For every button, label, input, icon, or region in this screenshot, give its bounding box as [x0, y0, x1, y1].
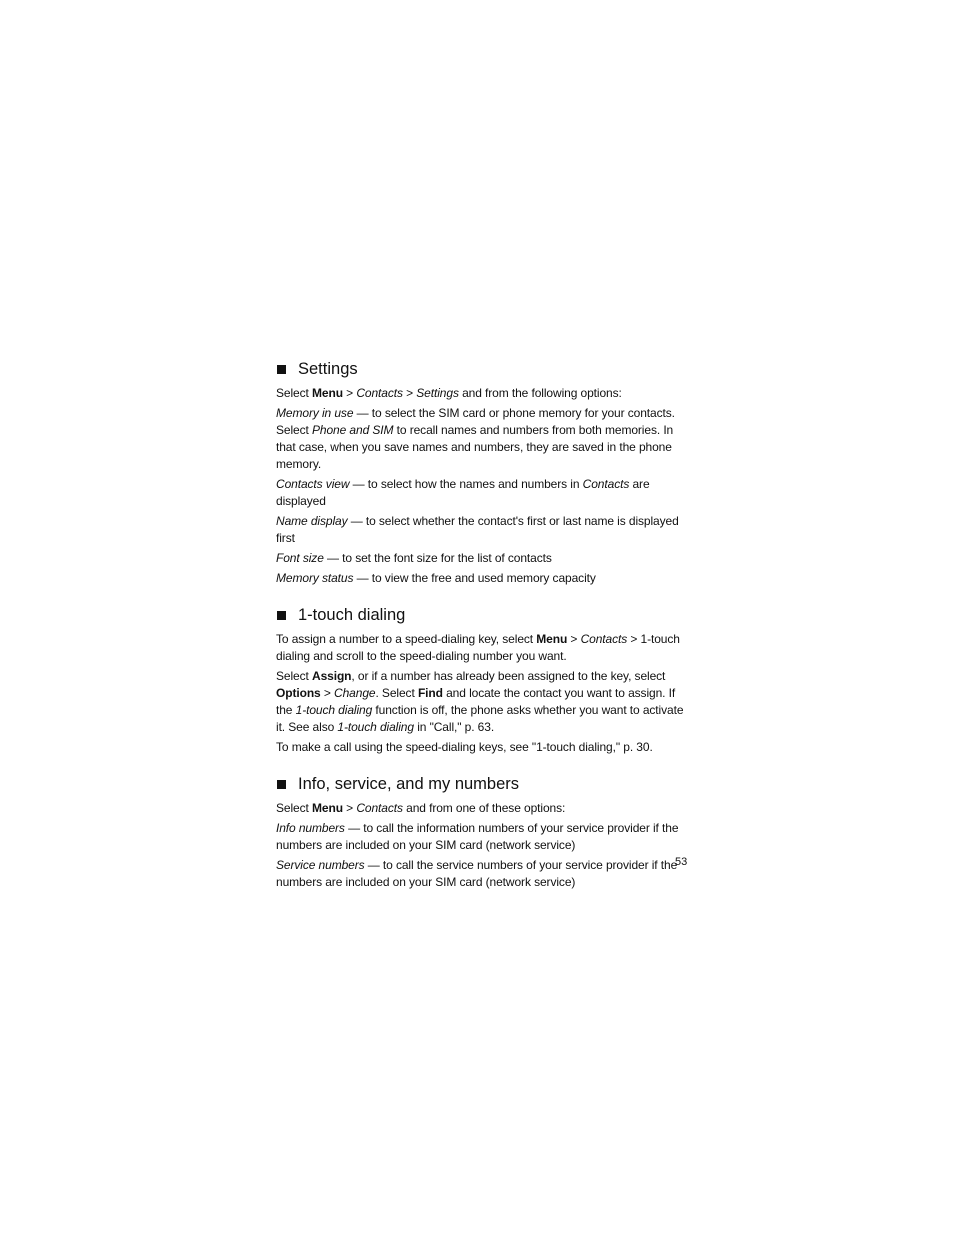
italic-term: Memory status [276, 571, 354, 585]
italic-term: Contacts [356, 801, 403, 815]
italic-term: Memory in use [276, 406, 354, 420]
paragraph [276, 857, 690, 891]
italic-term: Service numbers [276, 858, 365, 872]
paragraph [276, 739, 690, 756]
text-run: — to view the free and used memory capacity [353, 571, 596, 585]
italic-term: Phone and SIM [312, 423, 394, 437]
italic-term: Settings [416, 386, 459, 400]
italic-term: 1-touch dialing [295, 703, 373, 717]
paragraph [276, 820, 690, 854]
section-settings [276, 358, 690, 587]
text-run: — to select the SIM card or phone memory for your contacts. Select [276, 406, 675, 437]
text-run: > [567, 632, 581, 646]
text-run: To make a call using the speed-dialing keys, see "1-touch dialing," p. 30. [276, 740, 653, 754]
italic-term: Contacts [580, 632, 628, 646]
paragraph [276, 550, 690, 567]
text-run: — to select how the names and numbers in [349, 477, 583, 491]
text-run: > [342, 386, 357, 400]
section-heading [276, 773, 690, 795]
section-heading-text: 1-touch dialing [298, 606, 406, 624]
text-run: > [402, 386, 417, 400]
italic-term: 1-touch dialing [337, 720, 414, 734]
text-run: Select [276, 669, 312, 683]
bold-term: Menu [536, 632, 568, 646]
section-1-touch-dialing [276, 604, 690, 756]
page-content [276, 358, 690, 894]
italic-term: Font size [276, 551, 324, 565]
page-number: 53 [675, 856, 688, 868]
text-run: > [342, 801, 357, 815]
text-run: function is off, the phone asks whether you want to activate it. See also [276, 703, 684, 734]
text-run: are displayed [276, 477, 650, 508]
text-run: , or if a number has already been assigned to the key, select [351, 669, 666, 683]
paragraph [276, 513, 690, 547]
italic-term: Info numbers [276, 821, 345, 835]
paragraph [276, 631, 690, 665]
text-run: > [320, 686, 335, 700]
text-run: — to select whether the contact's first or last name is displayed first [276, 514, 679, 545]
text-run: — to call the information numbers of your service provider if the numbers are included on your SIM card (network service) [276, 821, 679, 852]
square-bullet-icon [277, 780, 286, 789]
paragraph [276, 385, 690, 402]
text-run: Select [276, 386, 312, 400]
text-run: — to set the font size for the list of contacts [323, 551, 552, 565]
square-bullet-icon [277, 365, 286, 374]
bold-term: Options [276, 686, 321, 700]
paragraph [276, 800, 690, 817]
paragraph [276, 570, 690, 587]
italic-term: Contacts [582, 477, 630, 491]
paragraph [276, 476, 690, 510]
text-run: to recall names and numbers from both memories. In that case, when you save names and numbers, they are saved in the phone memory. [276, 423, 674, 471]
text-run: in "Call," p. 63. [413, 720, 495, 734]
text-run: — to call the service numbers of your service provider if the numbers are included on your SIM card (network service) [276, 858, 678, 889]
paragraph [276, 405, 690, 473]
italic-term: Change [334, 686, 376, 700]
text-run: To assign a number to a speed-dialing key, select [276, 632, 537, 646]
paragraph [276, 668, 690, 736]
italic-term: Contacts view [276, 477, 350, 491]
text-run: . Select [375, 686, 418, 700]
text-run: Select [276, 801, 312, 815]
bold-term: Find [417, 686, 443, 700]
section-heading [276, 604, 690, 626]
text-run: and from the following options: [458, 386, 622, 400]
bold-term: Menu [312, 801, 343, 815]
section-heading-text: Settings [298, 360, 358, 378]
text-run: > 1-touch dialing and scroll to the speed-dialing number you want. [276, 632, 680, 663]
section-info-service-numbers [276, 773, 690, 891]
square-bullet-icon [277, 611, 286, 620]
section-heading [276, 358, 690, 380]
text-run: and from one of these options: [402, 801, 566, 815]
text-run: and locate the contact you want to assign. If the [276, 686, 676, 717]
section-heading-text: Info, service, and my numbers [298, 775, 520, 793]
italic-term: Name display [276, 514, 348, 528]
bold-term: Menu [312, 386, 343, 400]
italic-term: Contacts [356, 386, 403, 400]
bold-term: Assign [312, 669, 352, 683]
